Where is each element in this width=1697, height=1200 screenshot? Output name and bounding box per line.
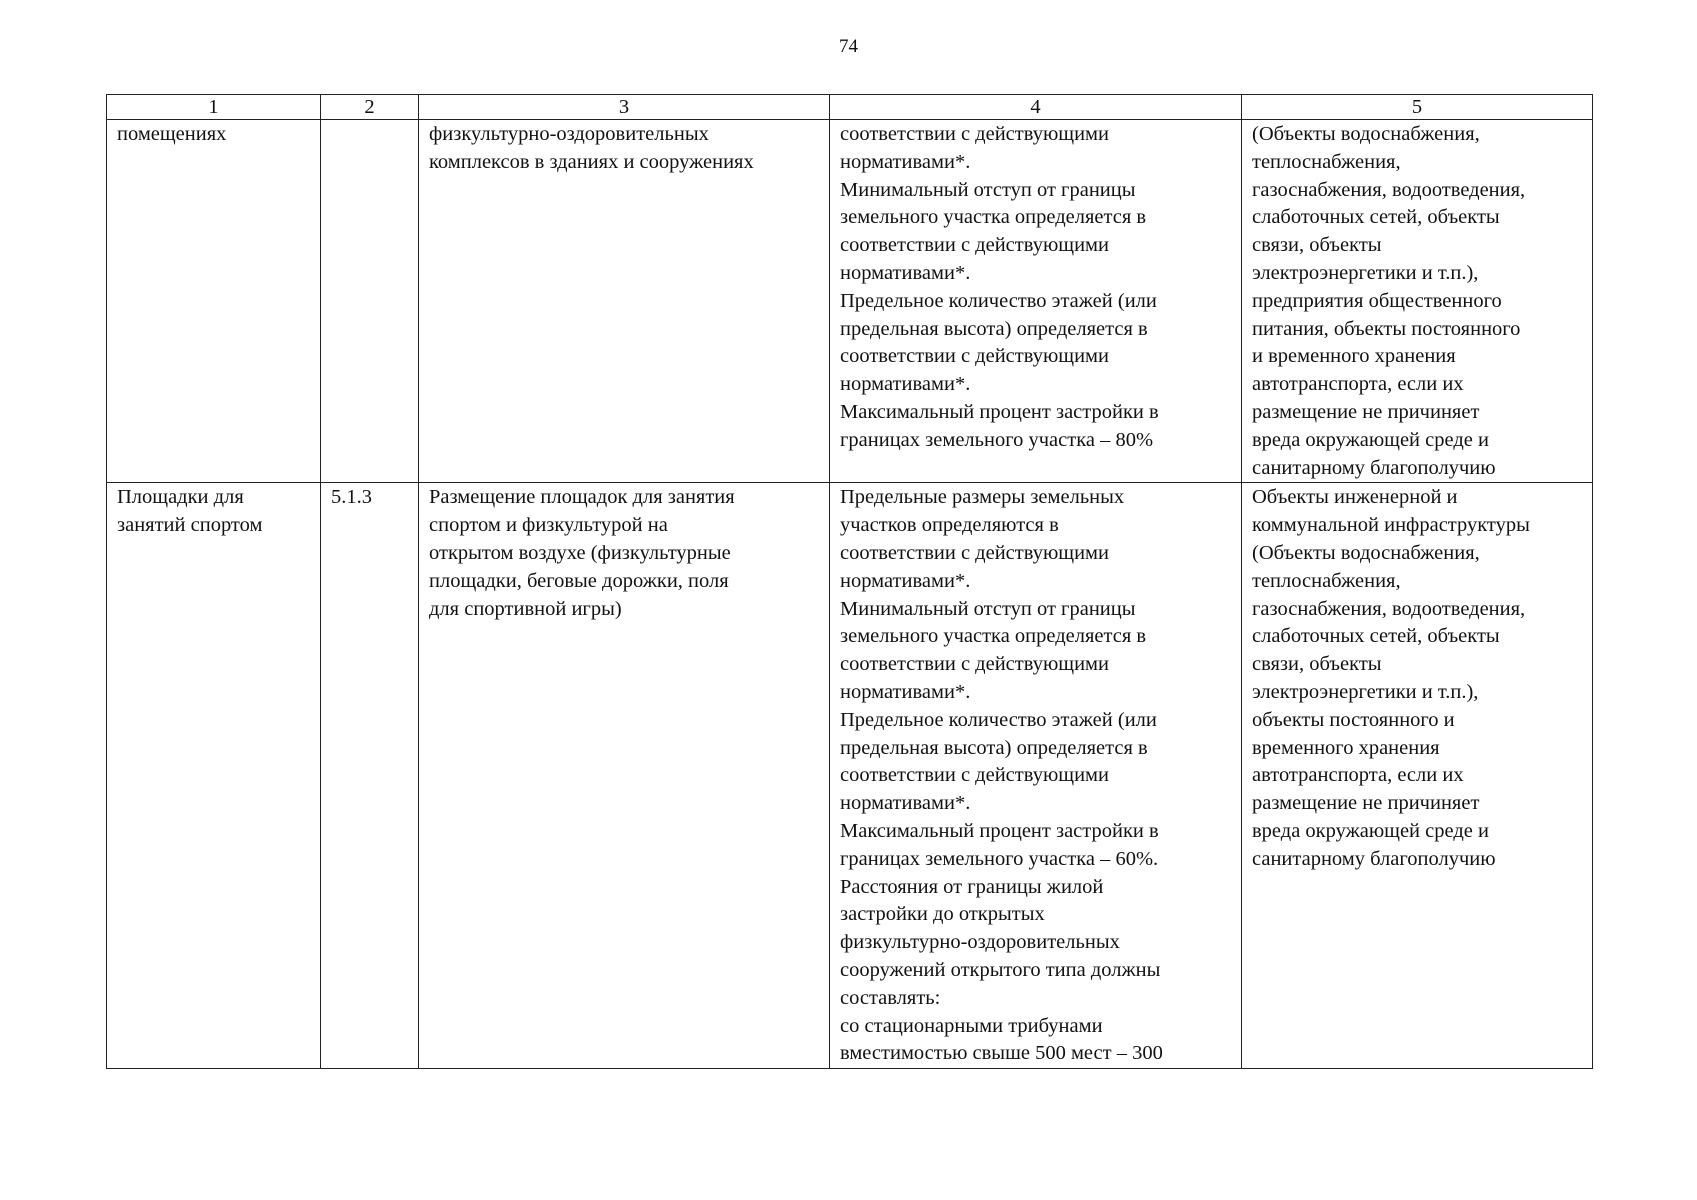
cell-text-line: соответствии с действующими [840,653,1109,676]
cell-text-line: теплоснабжения, [1252,150,1401,173]
cell-text-line: теплоснабжения, [1252,569,1401,592]
cell-text-line: автотранспорта, если их [1252,373,1464,396]
table-cell [107,483,321,1069]
cell-text-line: соответствии с действующими [840,541,1109,564]
table-cell [830,120,1242,483]
cell-text-line: Предельные размеры земельных [840,486,1125,509]
cell-text-line: земельного участка определяется в [840,206,1147,229]
cell-text-line: нормативами*. [840,373,971,396]
cell-text-line: связи, объекты [1252,653,1382,676]
cell-text-line: временного хранения [1252,736,1440,759]
table-cell [1242,120,1593,483]
cell-text-line: связи, объекты [1252,234,1382,257]
table-cell [321,120,419,483]
cell-text-line: сооружений открытого типа должны [840,958,1161,981]
cell-text-line: соответствии с действующими [840,234,1109,257]
cell-text-line: вместимостью свыше 500 мест – 300 [840,1042,1163,1065]
cell-text-line: Максимальный процент застройки в [840,819,1159,842]
zoning-table [106,94,1593,1069]
table-cell [419,483,830,1069]
cell-text-line: Объекты инженерной и [1252,486,1458,509]
cell-text-line: 5.1.3 [331,486,372,509]
table-header-row [107,95,1593,120]
cell-text-line: предельная высота) определяется в [840,736,1148,759]
cell-text-line: границах земельного участка – 80% [840,428,1154,451]
cell-text-line: электроэнергетики и т.п.), [1252,261,1479,284]
cell-text-line: помещениях [117,123,227,145]
cell-text-line: Размещение площадок для занятия [429,486,735,509]
cell-text-line: предприятия общественного [1252,289,1502,312]
cell-text-line: санитарному благополучию [1252,456,1496,479]
cell-text-line: предельная высота) определяется в [840,317,1148,340]
cell-text-line: Минимальный отступ от границы [840,597,1136,620]
cell-text-line: соответствии с действующими [840,764,1109,787]
column-header: 3 [419,95,830,120]
cell-text-line: составлять: [840,986,941,1009]
cell-text-line: соответствии с действующими [840,345,1109,368]
cell-text-line: физкультурно-оздоровительных [429,123,709,145]
cell-text-line: санитарному благополучию [1252,847,1496,870]
table-row [107,120,1593,483]
cell-text-line: Предельное количество этажей (или [840,289,1157,312]
cell-text-line: площадки, беговые дорожки, поля [429,569,729,592]
cell-text-line: застройки до открытых [840,903,1045,926]
table-cell [830,483,1242,1069]
cell-text-line: нормативами*. [840,150,971,173]
cell-text-line: со стационарными трибунами [840,1014,1103,1037]
column-header: 4 [830,95,1242,120]
cell-text-line: вреда окружающей среде и [1252,819,1489,842]
cell-text-line: (Объекты водоснабжения, [1252,123,1480,145]
table-cell [1242,483,1593,1069]
cell-text-line: занятий спортом [117,514,263,537]
cell-text-line: Минимальный отступ от границы [840,178,1136,201]
cell-text-line: объекты постоянного и [1252,708,1455,731]
cell-text-line: газоснабжения, водоотведения, [1252,597,1526,620]
cell-text-line: спортом и физкультурой на [429,514,668,537]
cell-text-line: Предельное количество этажей (или [840,708,1157,731]
cell-text-line: земельного участка определяется в [840,625,1147,648]
cell-text-line: коммунальной инфраструктуры [1252,514,1530,537]
page-number: 74 [839,36,858,57]
cell-text-line: участков определяются в [840,514,1059,537]
table-cell [107,120,321,483]
cell-text-line: слаботочных сетей, объекты [1252,625,1500,648]
table-row [107,483,1593,1069]
cell-text-line: Площадки для [117,486,244,509]
cell-text-line: размещение не причиняет [1252,400,1480,423]
table-cell [419,120,830,483]
cell-text-line: Максимальный процент застройки в [840,400,1159,423]
cell-text-line: нормативами*. [840,792,971,815]
cell-text-line: нормативами*. [840,680,971,703]
cell-text-line: соответствии с действующими [840,123,1109,145]
cell-text-line: слаботочных сетей, объекты [1252,206,1500,229]
column-header: 1 [107,95,321,120]
cell-text-line: Расстояния от границы жилой [840,875,1104,898]
cell-text-line: автотранспорта, если их [1252,764,1464,787]
cell-text-line: открытом воздухе (физкультурные [429,541,731,564]
cell-text-line: и временного хранения [1252,345,1456,368]
cell-text-line: (Объекты водоснабжения, [1252,541,1480,564]
table-cell [321,483,419,1069]
cell-text-line: нормативами*. [840,569,971,592]
cell-text-line: электроэнергетики и т.п.), [1252,680,1479,703]
cell-text-line: границах земельного участка – 60%. [840,847,1159,870]
cell-text-line: нормативами*. [840,261,971,284]
cell-text-line: вреда окружающей среде и [1252,428,1489,451]
column-header: 2 [321,95,419,120]
cell-text-line: размещение не причиняет [1252,792,1480,815]
cell-text-line: газоснабжения, водоотведения, [1252,178,1526,201]
column-header: 5 [1242,95,1593,120]
cell-text-line: физкультурно-оздоровительных [840,931,1120,954]
cell-text-line: для спортивной игры) [429,597,622,620]
cell-text-line: комплексов в зданиях и сооружениях [429,150,754,173]
cell-text-line: питания, объекты постоянного [1252,317,1521,340]
